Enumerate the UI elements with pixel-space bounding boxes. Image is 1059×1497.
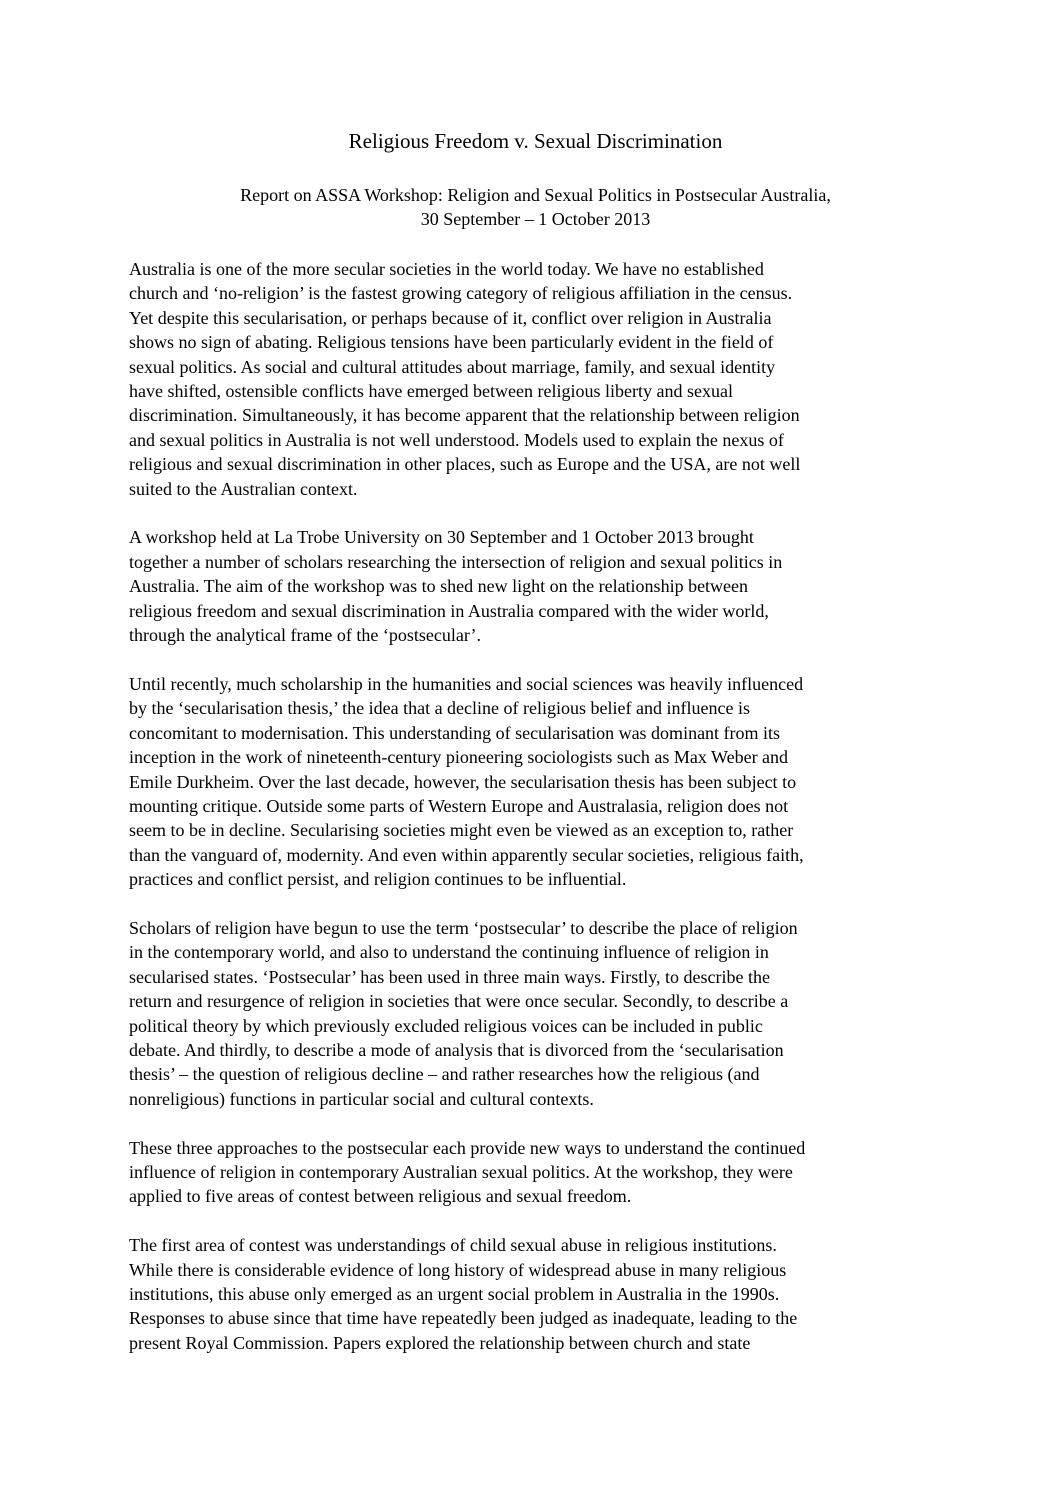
paragraph-line: Scholars of religion have begun to use the term ‘postsecular’ to describe the place of religion	[129, 917, 798, 938]
paragraph-line: through the analytical frame of the ‘postsecular’.	[129, 625, 482, 646]
paragraph-line: and sexual politics in Australia is not well understood. Models used to explain the nexus of	[129, 429, 784, 450]
paragraph-line: have shifted, ostensible conflicts have emerged between religious liberty and sexual	[129, 381, 733, 402]
paragraph-line: present Royal Commission. Papers explored the relationship between church and state	[129, 1332, 751, 1353]
paragraph-line: discrimination. Simultaneously, it has become apparent that the relationship between religion	[129, 405, 800, 426]
paragraph-line: These three approaches to the postsecular each provide new ways to understand the continued	[129, 1137, 806, 1158]
body-paragraph	[129, 1136, 949, 1209]
paragraph-line: Responses to abuse since that time have repeatedly been judged as inadequate, leading to the	[129, 1308, 798, 1329]
document-title: Religious Freedom v. Sexual Discrimination	[348, 129, 723, 153]
paragraph-line: debate. And thirdly, to describe a mode of analysis that is divorced from the ‘secularisation	[129, 1039, 784, 1060]
subtitle-line: Report on ASSA Workshop: Religion and Sexual Politics in Postsecular Australia,	[240, 185, 831, 205]
paragraph-line: seem to be in decline. Secularising societies might even be viewed as an exception to, rather	[129, 820, 794, 841]
paragraph-line: applied to five areas of contest between religious and sexual freedom.	[129, 1186, 632, 1207]
paragraph-line: mounting critique. Outside some parts of Western Europe and Australasia, religion does not	[129, 795, 789, 816]
paragraph-line: practices and conflict persist, and religion continues to be influential.	[129, 869, 627, 890]
body-paragraph	[129, 916, 949, 1111]
paragraph-line: by the ‘secularisation thesis,’ the idea that a decline of religious belief and influence is	[129, 698, 750, 719]
paragraph-line: Until recently, much scholarship in the humanities and social sciences was heavily influenced	[129, 673, 804, 694]
paragraph-line: religious freedom and sexual discrimination in Australia compared with the wider world,	[129, 600, 769, 621]
body-paragraph	[129, 1233, 949, 1355]
paragraph-line: Australia is one of the more secular societies in the world today. We have no established	[129, 259, 764, 279]
paragraph-line: Yet despite this secularisation, or perhaps because of it, conflict over religion in Australia	[129, 307, 772, 328]
document-subtitle	[0, 183, 1059, 231]
paragraph-line: Australia. The aim of the workshop was to shed new light on the relationship between	[129, 576, 749, 597]
paragraph-line: political theory by which previously excluded religious voices can be included in public	[129, 1015, 763, 1036]
body-paragraph	[129, 257, 949, 501]
paragraph-line: concomitant to modernisation. This understanding of secularisation was dominant from its	[129, 722, 781, 743]
paragraph-line: nonreligious) functions in particular social and cultural contexts.	[129, 1088, 594, 1109]
paragraph-line: in the contemporary world, and also to understand the continuing influence of religion in	[129, 942, 769, 963]
document-body	[129, 257, 949, 1380]
paragraph-line: religious and sexual discrimination in other places, such as Europe and the USA, are not well	[129, 454, 801, 475]
paragraph-line: A workshop held at La Trobe University on 30 September and 1 October 2013 brought	[129, 527, 754, 548]
paragraph-line: secularised states. ‘Postsecular’ has been used in three main ways. Firstly, to describe the	[129, 966, 770, 987]
paragraph-line: While there is considerable evidence of long history of widespread abuse in many religious	[129, 1259, 787, 1280]
paragraph-line: institutions, this abuse only emerged as an urgent social problem in Australia in the 1990s.	[129, 1283, 780, 1304]
paragraph-line: Emile Durkheim. Over the last decade, however, the secularisation thesis has been subject to	[129, 771, 797, 792]
body-paragraph	[129, 525, 949, 647]
paragraph-line: suited to the Australian context.	[129, 478, 358, 499]
paragraph-line: sexual politics. As social and cultural attitudes about marriage, family, and sexual identity	[129, 356, 776, 377]
paragraph-line: thesis’ – the question of religious decline – and rather researches how the religious (and	[129, 1064, 760, 1085]
subtitle-line: 30 September – 1 October 2013	[420, 209, 651, 229]
paragraph-line: return and resurgence of religion in societies that were once secular. Secondly, to describe a	[129, 991, 789, 1012]
paragraph-line: The first area of contest was understandings of child sexual abuse in religious institutions.	[129, 1235, 777, 1256]
paragraph-line: shows no sign of abating. Religious tensions have been particularly evident in the field of	[129, 332, 774, 353]
paragraph-line: together a number of scholars researching the intersection of religion and sexual politics in	[129, 551, 783, 572]
body-paragraph	[129, 672, 949, 892]
paragraph-line: than the vanguard of, modernity. And even within apparently secular societies, religious faith,	[129, 844, 804, 865]
paragraph-line: influence of religion in contemporary Australian sexual politics. At the workshop, they were	[129, 1161, 793, 1182]
paragraph-line: church and ‘no-religion’ is the fastest growing category of religious affiliation in the census.	[129, 283, 793, 304]
paragraph-line: inception in the work of nineteenth-century pioneering sociologists such as Max Weber and	[129, 747, 789, 768]
